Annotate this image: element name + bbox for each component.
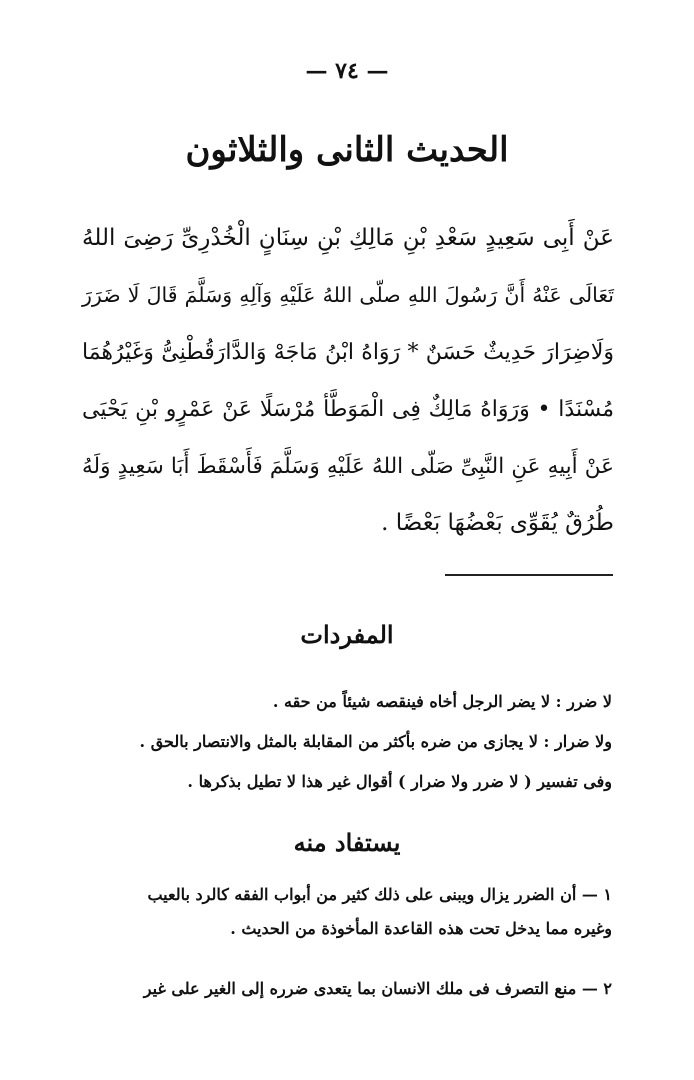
hadith-line: تَعَالَى عَنْهُ أَنَّ رَسُولَ اللهِ صلّى اللهُ عَلَيْهِ وَآلِهِ وَسَلَّمَ قَالَ لَا ضَرَرَ bbox=[82, 283, 614, 307]
benefit-item: ٢ — منع التصرف فى ملك الانسان بما يتعدى ضرره إلى الغير على غير bbox=[143, 979, 612, 998]
benefit-item: ١ — أن الضرر يزال ويبنى على ذلك كثير من أبواب الفقه كالرد بالعيب bbox=[147, 885, 612, 904]
benefit-item-continuation: وغيره مما يدخل تحت هذه القاعدة المأخوذة من الحديث . bbox=[230, 919, 612, 938]
vocabulary-heading: المفردات bbox=[300, 620, 394, 649]
vocabulary-entry: ولا ضرار : لا يجازى من ضره بأكثر من المقابلة بالمثل والانتصار بالحق . bbox=[139, 732, 612, 751]
vocabulary-list bbox=[75, 682, 612, 802]
benefits-heading: يستفاد منه bbox=[293, 828, 401, 857]
hadith-title: الحديث الثانى والثلاثون bbox=[185, 130, 509, 170]
page-number: — ٧٤ — bbox=[305, 58, 389, 84]
hadith-line: عَنْ أَبِيهِ عَنِ النَّبِىِّ صَلّى اللهُ عَلَيْهِ وَسَلَّمَ فَأَسْقَطَ أَبَا سَعِيدٍ وَلَهُ bbox=[82, 454, 614, 479]
vocabulary-entry: وفى تفسير ( لا ضرر ولا ضرار ) أقوال غير هذا لا تطيل بذكرها . bbox=[187, 772, 612, 791]
hadith-line: مُسْنَدًا • وَرَوَاهُ مَالِكٌ فِى الْمَوَطَّأ مُرْسَلًا عَنْ عَمْرٍو بْنِ يَحْيَى bbox=[82, 397, 614, 422]
hadith-line: وَلَاضِرَارَ حَدِيثٌ حَسَنٌ * رَوَاهُ ابْنُ مَاجَهْ وَالدَّارَقُطْنِىُّ وَغَيْرُهُمَا bbox=[82, 340, 614, 365]
hadith-text bbox=[82, 210, 614, 552]
vocabulary-entry: لا ضرر : لا يضر الرجل أخاه فينقصه شيئاً من حقه . bbox=[272, 692, 612, 711]
hadith-line: طُرُقٌ يُقَوِّى بَعْضُهَا بَعْضًا . bbox=[381, 510, 614, 536]
section-divider bbox=[445, 574, 613, 576]
benefits-list bbox=[75, 878, 612, 1006]
hadith-line: عَنْ أَبِى سَعِيدٍ سَعْدِ بْنِ مَالِكِ بْنِ سِنَانٍ الْخُدْرِىِّ رَضِىَ اللهُ bbox=[82, 225, 614, 251]
